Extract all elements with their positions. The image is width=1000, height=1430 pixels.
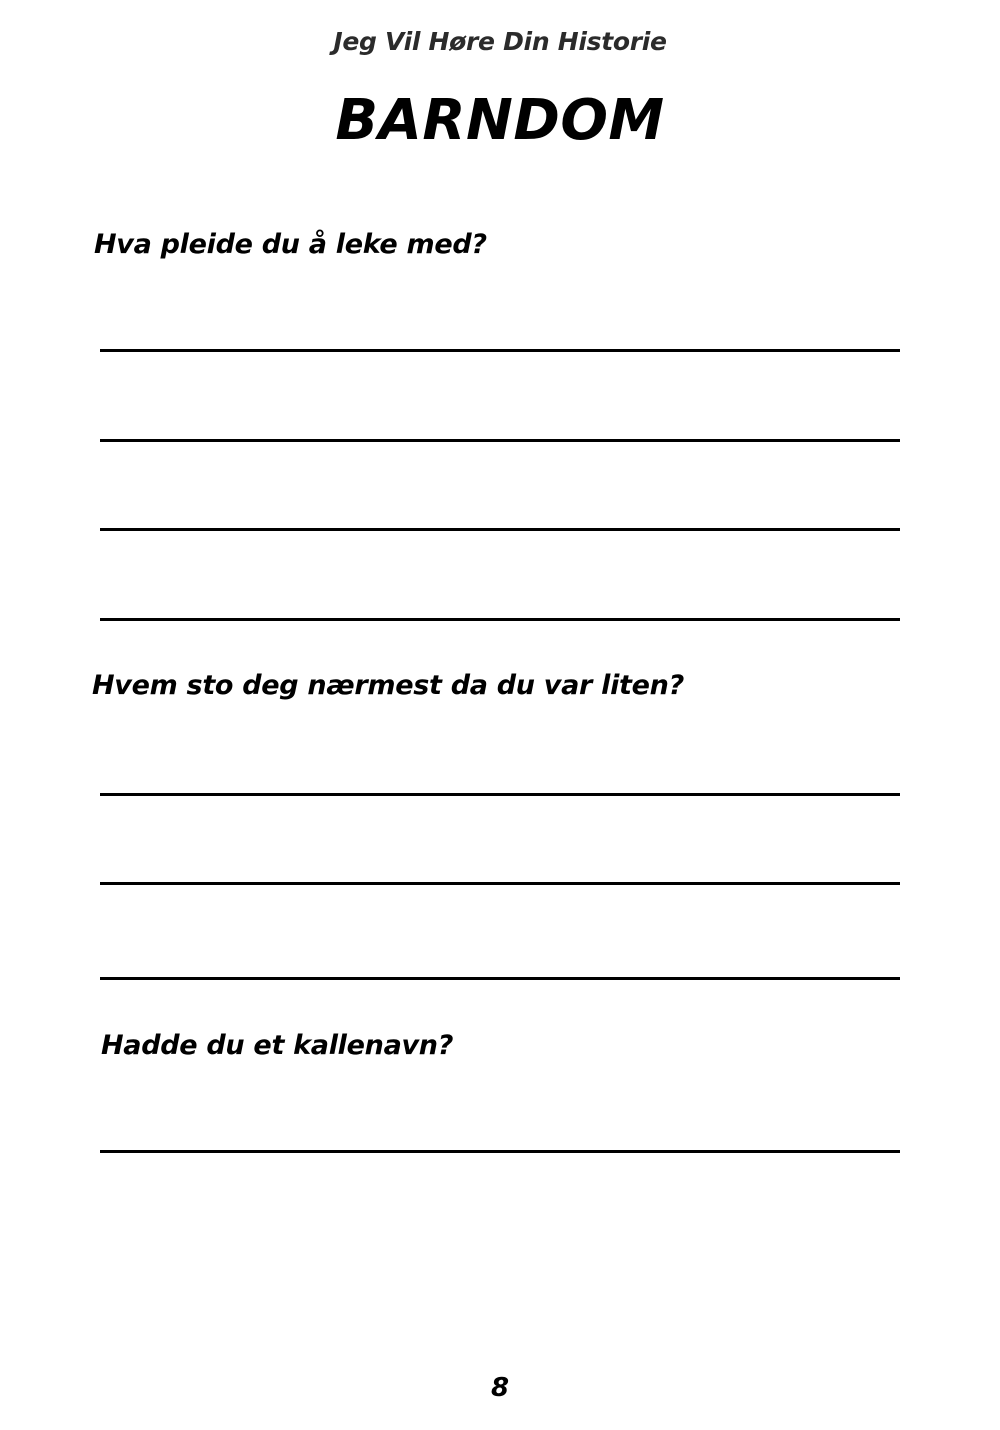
answer-line-2-2[interactable]: [100, 882, 900, 885]
answer-line-3-1[interactable]: [100, 1150, 900, 1153]
page-title: BARNDOM: [335, 88, 665, 153]
answer-line-1-4[interactable]: [100, 618, 900, 621]
answer-line-1-2[interactable]: [100, 439, 900, 442]
question-1-label: Hva pleide du å leke med?: [94, 229, 487, 260]
answer-line-1-3[interactable]: [100, 528, 900, 531]
answer-line-2-1[interactable]: [100, 793, 900, 796]
answer-line-1-1[interactable]: [100, 349, 900, 352]
question-2-label: Hvem sto deg nærmest da du var liten?: [92, 670, 684, 701]
answer-line-2-3[interactable]: [100, 977, 900, 980]
question-3-label: Hadde du et kallenavn?: [101, 1030, 454, 1061]
page-number: 8: [490, 1373, 510, 1403]
running-header: Jeg Vil Høre Din Historie: [333, 27, 667, 56]
